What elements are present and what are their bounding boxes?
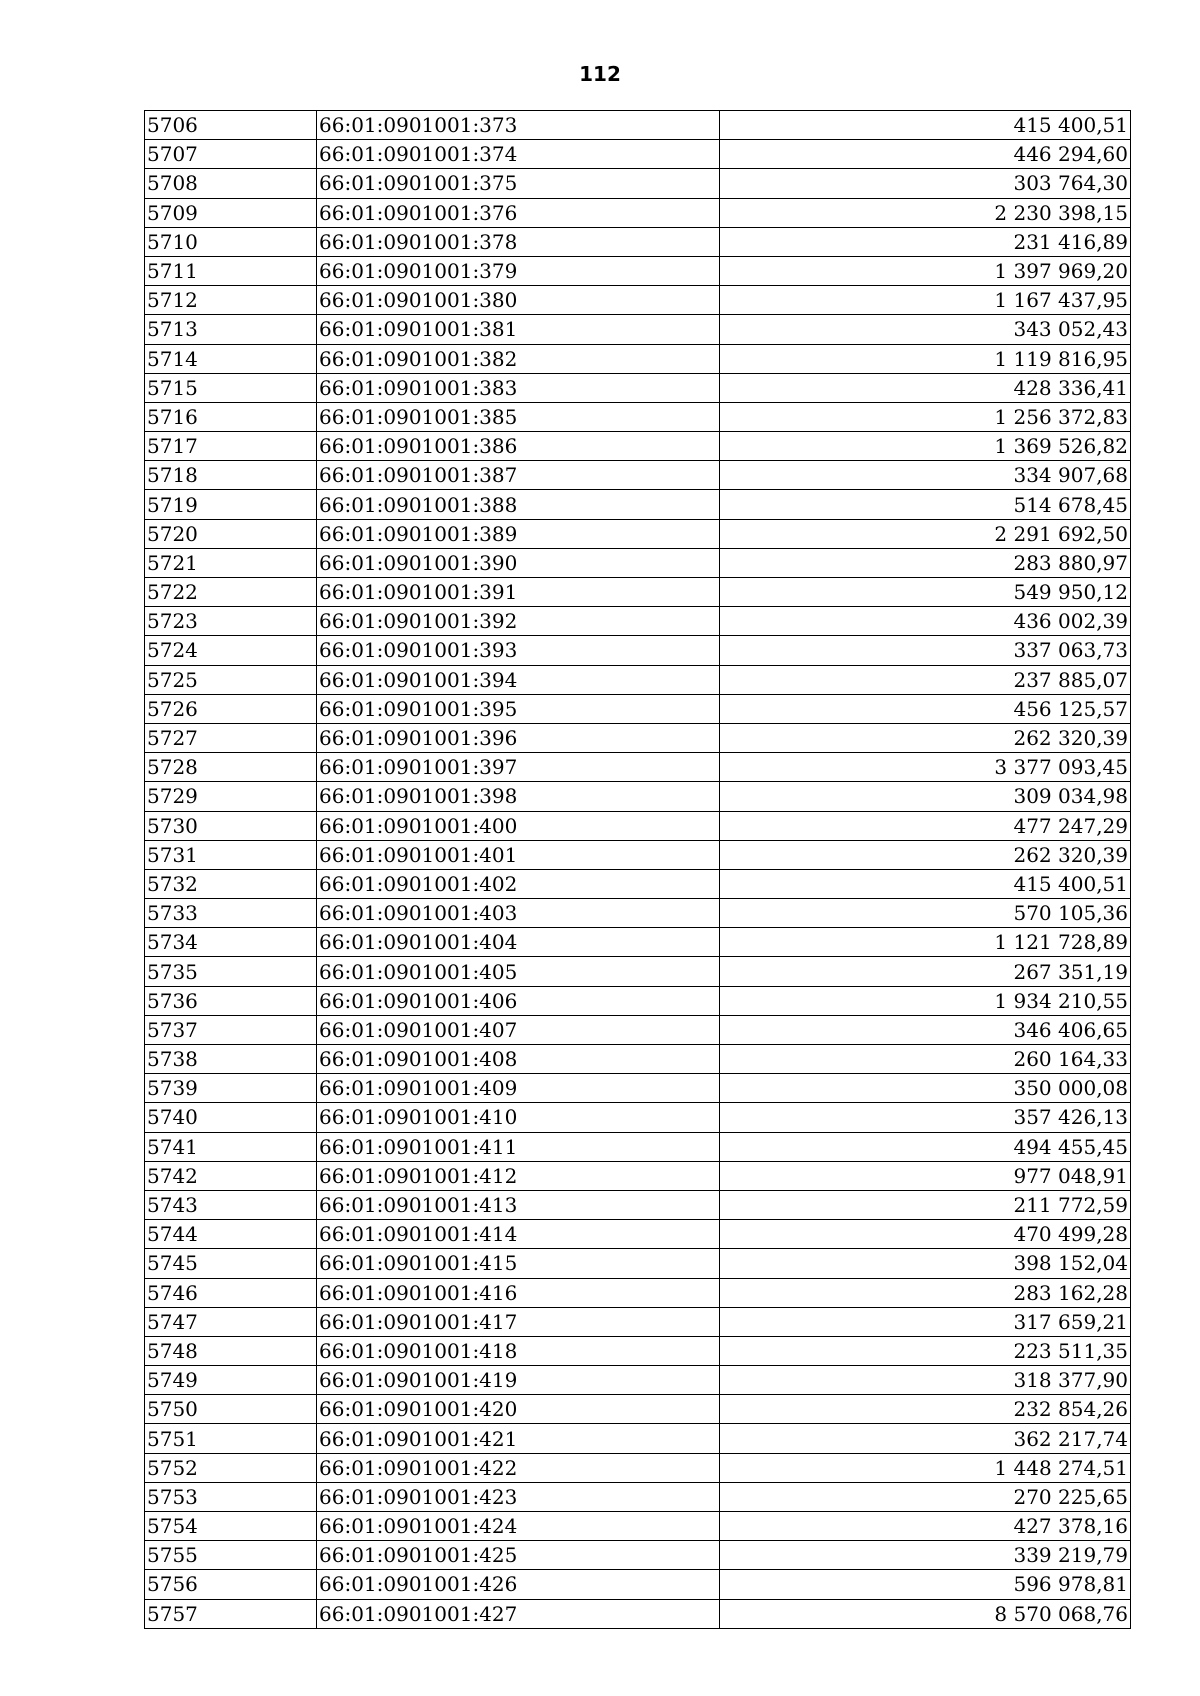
cadastral-number-cell: 66:01:0901001:404 bbox=[317, 928, 720, 957]
table-row bbox=[145, 1132, 1131, 1161]
cadastral-value-cell: 260 164,33 bbox=[720, 1045, 1131, 1074]
cadastral-value-cell: 232 854,26 bbox=[720, 1395, 1131, 1424]
row-number-cell: 5727 bbox=[145, 723, 317, 752]
table-row bbox=[145, 840, 1131, 869]
cadastral-number-cell: 66:01:0901001:396 bbox=[317, 723, 720, 752]
table-row bbox=[145, 1541, 1131, 1570]
table-row bbox=[145, 373, 1131, 402]
table-row bbox=[145, 286, 1131, 315]
row-number-cell: 5710 bbox=[145, 227, 317, 256]
cadastral-number-cell: 66:01:0901001:375 bbox=[317, 169, 720, 198]
table-row bbox=[145, 1512, 1131, 1541]
cadastral-value-cell: 237 885,07 bbox=[720, 665, 1131, 694]
row-number-cell: 5755 bbox=[145, 1541, 317, 1570]
row-number-cell: 5714 bbox=[145, 344, 317, 373]
cadastral-number-cell: 66:01:0901001:389 bbox=[317, 519, 720, 548]
cadastral-number-cell: 66:01:0901001:413 bbox=[317, 1190, 720, 1219]
table-row bbox=[145, 1482, 1131, 1511]
row-number-cell: 5749 bbox=[145, 1366, 317, 1395]
table-row bbox=[145, 1395, 1131, 1424]
cadastral-value-cell: 231 416,89 bbox=[720, 227, 1131, 256]
cadastral-number-cell: 66:01:0901001:407 bbox=[317, 1015, 720, 1044]
row-number-cell: 5723 bbox=[145, 607, 317, 636]
table-row bbox=[145, 1190, 1131, 1219]
cadastral-number-cell: 66:01:0901001:394 bbox=[317, 665, 720, 694]
cadastral-number-cell: 66:01:0901001:400 bbox=[317, 811, 720, 840]
cadastral-number-cell: 66:01:0901001:410 bbox=[317, 1103, 720, 1132]
cadastral-number-cell: 66:01:0901001:425 bbox=[317, 1541, 720, 1570]
cadastral-value-cell: 2 291 692,50 bbox=[720, 519, 1131, 548]
cadastral-value-cell: 470 499,28 bbox=[720, 1220, 1131, 1249]
cadastral-value-cell: 346 406,65 bbox=[720, 1015, 1131, 1044]
row-number-cell: 5737 bbox=[145, 1015, 317, 1044]
table-row bbox=[145, 957, 1131, 986]
row-number-cell: 5720 bbox=[145, 519, 317, 548]
cadastral-value-cell: 514 678,45 bbox=[720, 490, 1131, 519]
cadastral-number-cell: 66:01:0901001:376 bbox=[317, 198, 720, 227]
table-row bbox=[145, 986, 1131, 1015]
cadastral-number-cell: 66:01:0901001:378 bbox=[317, 227, 720, 256]
cadastral-value-cell: 267 351,19 bbox=[720, 957, 1131, 986]
cadastral-number-cell: 66:01:0901001:418 bbox=[317, 1336, 720, 1365]
cadastral-number-cell: 66:01:0901001:420 bbox=[317, 1395, 720, 1424]
cadastral-number-cell: 66:01:0901001:427 bbox=[317, 1599, 720, 1628]
cadastral-number-cell: 66:01:0901001:423 bbox=[317, 1482, 720, 1511]
cadastral-number-cell: 66:01:0901001:398 bbox=[317, 782, 720, 811]
cadastral-number-cell: 66:01:0901001:388 bbox=[317, 490, 720, 519]
table-row bbox=[145, 1366, 1131, 1395]
table-row bbox=[145, 811, 1131, 840]
cadastral-number-cell: 66:01:0901001:383 bbox=[317, 373, 720, 402]
table-row bbox=[145, 899, 1131, 928]
row-number-cell: 5738 bbox=[145, 1045, 317, 1074]
cadastral-value-cell: 570 105,36 bbox=[720, 899, 1131, 928]
cadastral-value-cell: 283 162,28 bbox=[720, 1278, 1131, 1307]
cadastral-value-cell: 1 256 372,83 bbox=[720, 402, 1131, 431]
cadastral-number-cell: 66:01:0901001:403 bbox=[317, 899, 720, 928]
cadastral-number-cell: 66:01:0901001:387 bbox=[317, 461, 720, 490]
row-number-cell: 5754 bbox=[145, 1512, 317, 1541]
table-row bbox=[145, 869, 1131, 898]
row-number-cell: 5739 bbox=[145, 1074, 317, 1103]
cadastral-value-cell: 1 369 526,82 bbox=[720, 432, 1131, 461]
cadastral-value-cell: 494 455,45 bbox=[720, 1132, 1131, 1161]
cadastral-number-cell: 66:01:0901001:414 bbox=[317, 1220, 720, 1249]
cadastral-number-cell: 66:01:0901001:381 bbox=[317, 315, 720, 344]
cadastral-value-cell: 427 378,16 bbox=[720, 1512, 1131, 1541]
table-row bbox=[145, 1570, 1131, 1599]
table-row bbox=[145, 1161, 1131, 1190]
cadastral-value-cell: 1 167 437,95 bbox=[720, 286, 1131, 315]
row-number-cell: 5747 bbox=[145, 1307, 317, 1336]
cadastral-value-cell: 436 002,39 bbox=[720, 607, 1131, 636]
cadastral-number-cell: 66:01:0901001:397 bbox=[317, 753, 720, 782]
table-row bbox=[145, 1599, 1131, 1628]
cadastral-value-cell: 1 448 274,51 bbox=[720, 1453, 1131, 1482]
cadastral-value-cell: 211 772,59 bbox=[720, 1190, 1131, 1219]
row-number-cell: 5744 bbox=[145, 1220, 317, 1249]
row-number-cell: 5711 bbox=[145, 256, 317, 285]
table-row bbox=[145, 928, 1131, 957]
cadastral-value-cell: 1 121 728,89 bbox=[720, 928, 1131, 957]
table-row bbox=[145, 753, 1131, 782]
row-number-cell: 5716 bbox=[145, 402, 317, 431]
cadastral-number-cell: 66:01:0901001:374 bbox=[317, 140, 720, 169]
cadastral-number-cell: 66:01:0901001:392 bbox=[317, 607, 720, 636]
table-row bbox=[145, 665, 1131, 694]
table-row bbox=[145, 490, 1131, 519]
cadastral-value-cell: 309 034,98 bbox=[720, 782, 1131, 811]
row-number-cell: 5735 bbox=[145, 957, 317, 986]
row-number-cell: 5753 bbox=[145, 1482, 317, 1511]
row-number-cell: 5751 bbox=[145, 1424, 317, 1453]
row-number-cell: 5706 bbox=[145, 111, 317, 140]
table-row bbox=[145, 1045, 1131, 1074]
table-row bbox=[145, 140, 1131, 169]
cadastral-value-cell: 357 426,13 bbox=[720, 1103, 1131, 1132]
table-row bbox=[145, 402, 1131, 431]
cadastral-number-cell: 66:01:0901001:401 bbox=[317, 840, 720, 869]
table-row bbox=[145, 1278, 1131, 1307]
cadastral-value-cell: 415 400,51 bbox=[720, 111, 1131, 140]
row-number-cell: 5746 bbox=[145, 1278, 317, 1307]
table-row bbox=[145, 1307, 1131, 1336]
row-number-cell: 5732 bbox=[145, 869, 317, 898]
cadastral-value-cell: 262 320,39 bbox=[720, 723, 1131, 752]
row-number-cell: 5708 bbox=[145, 169, 317, 198]
cadastral-number-cell: 66:01:0901001:391 bbox=[317, 578, 720, 607]
cadastral-number-cell: 66:01:0901001:417 bbox=[317, 1307, 720, 1336]
table-row bbox=[145, 198, 1131, 227]
cadastral-value-cell: 2 230 398,15 bbox=[720, 198, 1131, 227]
row-number-cell: 5731 bbox=[145, 840, 317, 869]
cadastral-number-cell: 66:01:0901001:405 bbox=[317, 957, 720, 986]
cadastral-value-cell: 223 511,35 bbox=[720, 1336, 1131, 1365]
row-number-cell: 5724 bbox=[145, 636, 317, 665]
table-row bbox=[145, 694, 1131, 723]
table-row bbox=[145, 636, 1131, 665]
cadastral-value-cell: 339 219,79 bbox=[720, 1541, 1131, 1570]
row-number-cell: 5748 bbox=[145, 1336, 317, 1365]
cadastral-number-cell: 66:01:0901001:411 bbox=[317, 1132, 720, 1161]
row-number-cell: 5713 bbox=[145, 315, 317, 344]
cadastral-value-cell: 303 764,30 bbox=[720, 169, 1131, 198]
cadastral-number-cell: 66:01:0901001:421 bbox=[317, 1424, 720, 1453]
row-number-cell: 5712 bbox=[145, 286, 317, 315]
row-number-cell: 5722 bbox=[145, 578, 317, 607]
table-row bbox=[145, 1453, 1131, 1482]
cadastral-number-cell: 66:01:0901001:426 bbox=[317, 1570, 720, 1599]
row-number-cell: 5717 bbox=[145, 432, 317, 461]
row-number-cell: 5752 bbox=[145, 1453, 317, 1482]
cadastral-value-cell: 350 000,08 bbox=[720, 1074, 1131, 1103]
cadastral-value-cell: 337 063,73 bbox=[720, 636, 1131, 665]
cadastral-number-cell: 66:01:0901001:422 bbox=[317, 1453, 720, 1482]
cadastral-value-cell: 8 570 068,76 bbox=[720, 1599, 1131, 1628]
row-number-cell: 5745 bbox=[145, 1249, 317, 1278]
table-row bbox=[145, 578, 1131, 607]
cadastral-value-cell: 262 320,39 bbox=[720, 840, 1131, 869]
cadastral-number-cell: 66:01:0901001:419 bbox=[317, 1366, 720, 1395]
row-number-cell: 5709 bbox=[145, 198, 317, 227]
row-number-cell: 5718 bbox=[145, 461, 317, 490]
cadastral-number-cell: 66:01:0901001:409 bbox=[317, 1074, 720, 1103]
row-number-cell: 5730 bbox=[145, 811, 317, 840]
cadastral-value-cell: 1 397 969,20 bbox=[720, 256, 1131, 285]
table-row bbox=[145, 1074, 1131, 1103]
cadastral-number-cell: 66:01:0901001:385 bbox=[317, 402, 720, 431]
cadastral-number-cell: 66:01:0901001:416 bbox=[317, 1278, 720, 1307]
cadastral-value-cell: 1 934 210,55 bbox=[720, 986, 1131, 1015]
cadastral-value-cell: 362 217,74 bbox=[720, 1424, 1131, 1453]
cadastral-number-cell: 66:01:0901001:380 bbox=[317, 286, 720, 315]
table-row bbox=[145, 461, 1131, 490]
cadastral-value-cell: 596 978,81 bbox=[720, 1570, 1131, 1599]
row-number-cell: 5721 bbox=[145, 548, 317, 577]
cadastral-value-cell: 477 247,29 bbox=[720, 811, 1131, 840]
row-number-cell: 5726 bbox=[145, 694, 317, 723]
row-number-cell: 5742 bbox=[145, 1161, 317, 1190]
table-body bbox=[145, 111, 1131, 1629]
cadastral-value-cell: 3 377 093,45 bbox=[720, 753, 1131, 782]
cadastral-value-cell: 1 119 816,95 bbox=[720, 344, 1131, 373]
table-row bbox=[145, 111, 1131, 140]
row-number-cell: 5725 bbox=[145, 665, 317, 694]
table-row bbox=[145, 1249, 1131, 1278]
table-row bbox=[145, 1336, 1131, 1365]
table-row bbox=[145, 607, 1131, 636]
row-number-cell: 5750 bbox=[145, 1395, 317, 1424]
cadastral-number-cell: 66:01:0901001:406 bbox=[317, 986, 720, 1015]
cadastral-number-cell: 66:01:0901001:412 bbox=[317, 1161, 720, 1190]
cadastral-value-cell: 334 907,68 bbox=[720, 461, 1131, 490]
table-row bbox=[145, 723, 1131, 752]
cadastral-value-cell: 428 336,41 bbox=[720, 373, 1131, 402]
cadastral-number-cell: 66:01:0901001:393 bbox=[317, 636, 720, 665]
row-number-cell: 5736 bbox=[145, 986, 317, 1015]
row-number-cell: 5715 bbox=[145, 373, 317, 402]
cadastral-value-cell: 549 950,12 bbox=[720, 578, 1131, 607]
row-number-cell: 5734 bbox=[145, 928, 317, 957]
table-row bbox=[145, 519, 1131, 548]
table-row bbox=[145, 227, 1131, 256]
cadastral-number-cell: 66:01:0901001:408 bbox=[317, 1045, 720, 1074]
table-row bbox=[145, 1015, 1131, 1044]
cadastral-value-cell: 283 880,97 bbox=[720, 548, 1131, 577]
row-number-cell: 5719 bbox=[145, 490, 317, 519]
cadastral-number-cell: 66:01:0901001:386 bbox=[317, 432, 720, 461]
row-number-cell: 5733 bbox=[145, 899, 317, 928]
table-row bbox=[145, 1220, 1131, 1249]
cadastral-number-cell: 66:01:0901001:382 bbox=[317, 344, 720, 373]
row-number-cell: 5740 bbox=[145, 1103, 317, 1132]
cadastral-number-cell: 66:01:0901001:379 bbox=[317, 256, 720, 285]
table-row bbox=[145, 548, 1131, 577]
table-row bbox=[145, 1103, 1131, 1132]
cadastral-value-cell: 977 048,91 bbox=[720, 1161, 1131, 1190]
page-number: 112 bbox=[579, 62, 621, 86]
row-number-cell: 5707 bbox=[145, 140, 317, 169]
cadastral-number-cell: 66:01:0901001:415 bbox=[317, 1249, 720, 1278]
table-row bbox=[145, 432, 1131, 461]
row-number-cell: 5729 bbox=[145, 782, 317, 811]
row-number-cell: 5728 bbox=[145, 753, 317, 782]
row-number-cell: 5757 bbox=[145, 1599, 317, 1628]
table-row bbox=[145, 169, 1131, 198]
cadastral-value-cell: 446 294,60 bbox=[720, 140, 1131, 169]
cadastral-number-cell: 66:01:0901001:373 bbox=[317, 111, 720, 140]
row-number-cell: 5743 bbox=[145, 1190, 317, 1219]
table-row bbox=[145, 315, 1131, 344]
cadastral-value-cell: 415 400,51 bbox=[720, 869, 1131, 898]
table-row bbox=[145, 1424, 1131, 1453]
table-row bbox=[145, 782, 1131, 811]
cadastral-value-cell: 456 125,57 bbox=[720, 694, 1131, 723]
table-row bbox=[145, 256, 1131, 285]
cadastral-value-cell: 318 377,90 bbox=[720, 1366, 1131, 1395]
cadastral-value-cell: 270 225,65 bbox=[720, 1482, 1131, 1511]
cadastral-value-cell: 398 152,04 bbox=[720, 1249, 1131, 1278]
cadastral-number-cell: 66:01:0901001:402 bbox=[317, 869, 720, 898]
cadastral-number-cell: 66:01:0901001:395 bbox=[317, 694, 720, 723]
cadastral-number-cell: 66:01:0901001:390 bbox=[317, 548, 720, 577]
row-number-cell: 5741 bbox=[145, 1132, 317, 1161]
row-number-cell: 5756 bbox=[145, 1570, 317, 1599]
cadastral-number-cell: 66:01:0901001:424 bbox=[317, 1512, 720, 1541]
cadastral-value-cell: 343 052,43 bbox=[720, 315, 1131, 344]
table-row bbox=[145, 344, 1131, 373]
cadastral-value-table bbox=[144, 110, 1131, 1629]
cadastral-value-cell: 317 659,21 bbox=[720, 1307, 1131, 1336]
